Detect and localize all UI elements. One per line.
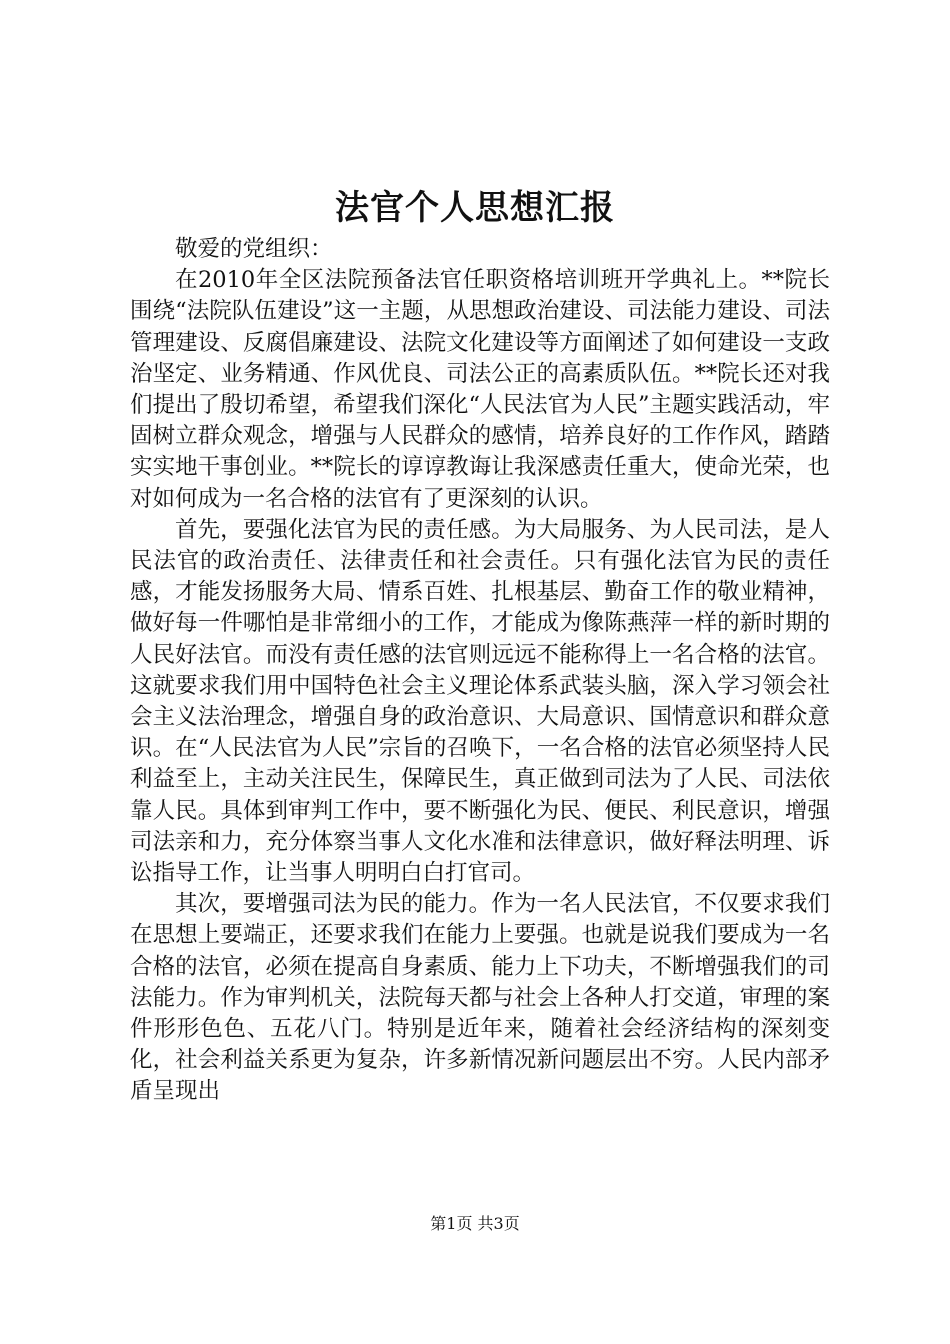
paragraph-3: 其次，要增强司法为民的能力。作为一名人民法官，不仅要求我们在思想上要端正，还要求我们在能力上要强。也就是说我们要成为一名合格的法官，必须在提高自身素质、能力上下功夫，不断增强我们的司法能力。作为审判机关，法院每天都与社会上各种人打交道，审理的案件形形色色、五花八门。特别是近年来，随着社会经济结构的深刻变化，社会利益关系更为复杂，许多新情况新问题层出不穷。人民内部矛盾呈现出 (130, 891, 830, 1105)
paragraph-1: 在2010年全区法院预备法官任职资格培训班开学典礼上。**院长围绕“法院队伍建设”这一主题，从思想政治建设、司法能力建设、司法管理建设、反腐倡廉建设、法院文化建设等方面阐述了如何建设一支政治坚定、业务精通、作风优良、司法公正的高素质队伍。**院长还对我们提出了殷切希望，希望我们深化“人民法官为人民”主题实践活动，牢固树立群众观念，增强与人民群众的感情，培养良好的工作作风，踏踏实实地干事创业。**院长的谆谆教诲让我深感责任重大，使命光荣，也对如何成为一名合格的法官有了更深刻的认识。 (130, 267, 830, 512)
document-title: 法官个人思想汇报 (335, 188, 615, 228)
page-number-footer: 第1页 共3页 (430, 1214, 520, 1233)
salutation: 敬爱的党组织： (175, 236, 333, 262)
paragraph-2: 首先，要强化法官为民的责任感。为大局服务、为人民司法，是人民法官的政治责任、法律责任和社会责任。只有强化法官为民的责任感，才能发扬服务大局、情系百姓、扎根基层、勤奋工作的敬业精神，做好每一件哪怕是非常细小的工作，才能成为像陈燕萍一样的新时期的人民好法官。而没有责任感的法官则远远不能称得上一名合格的法官。这就要求我们用中国特色社会主义理论体系武装头脑，深入学习领会社会主义法治理念，增强自身的政治意识、大局意识、国情意识和群众意识。在“人民法官为人民”宗旨的召唤下，一名合格的法官必须坚持人民利益至上，主动关注民生，保障民生，真正做到司法为了人民、司法依靠人民。具体到审判工作中，要不断强化为民、便民、利民意识，增强司法亲和力，充分体察当事人文化水准和法律意识，做好释法明理、诉讼指导工作，让当事人明明白白打官司。 (130, 516, 830, 887)
document-body (130, 234, 830, 1108)
